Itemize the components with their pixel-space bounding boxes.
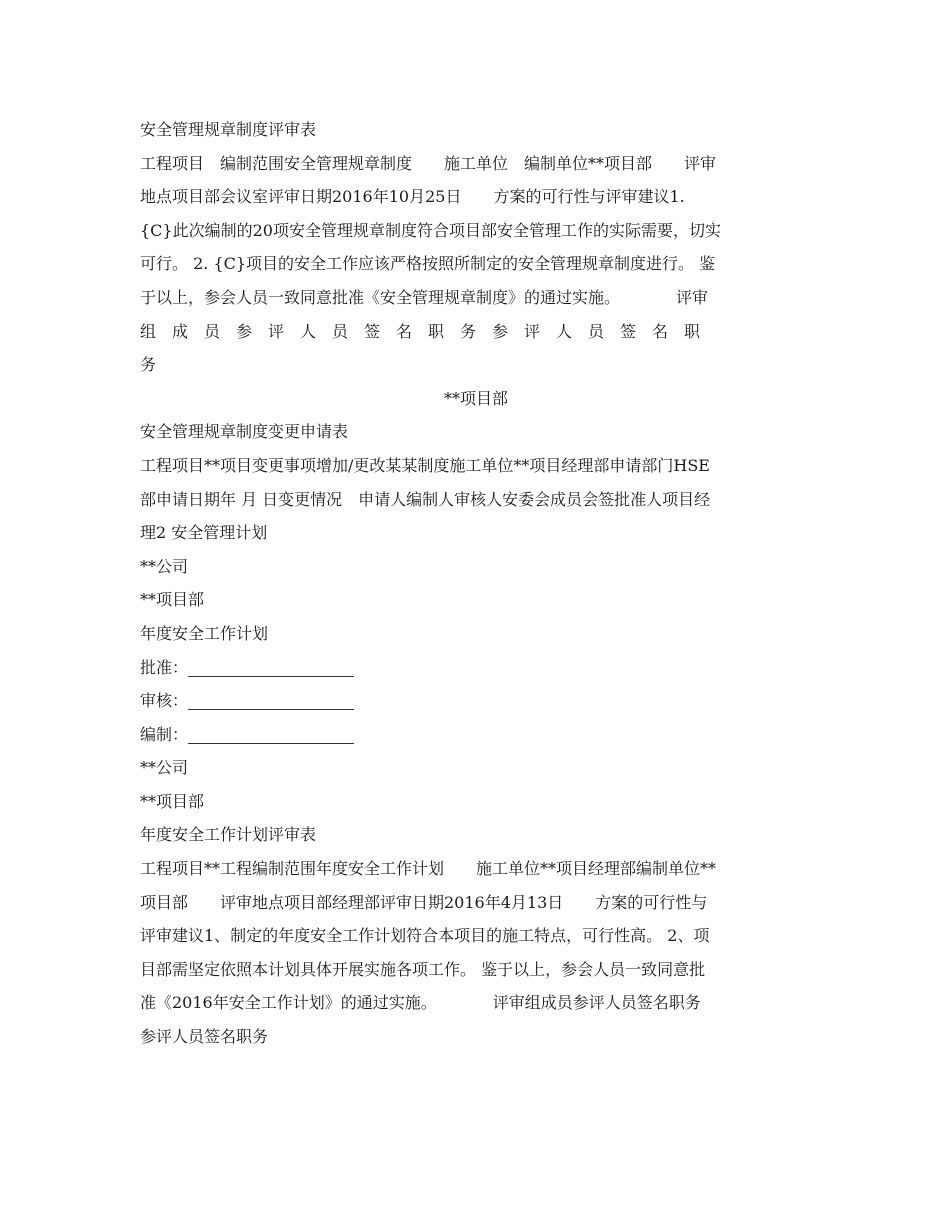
review-field bbox=[140, 684, 812, 718]
document-page bbox=[140, 113, 812, 1054]
text-line: 评审建议1、制定的年度安全工作计划符合本项目的施工特点，可行性高。 2、项 bbox=[140, 926, 710, 946]
text-line: 务 bbox=[140, 355, 157, 375]
text-line: 项目部 评审地点项目部经理部评审日期2016年4月13日 方案的可行性与 bbox=[140, 892, 708, 912]
compile-label: 编制： bbox=[140, 724, 189, 744]
compile-field bbox=[140, 718, 812, 752]
approve-field bbox=[140, 651, 812, 685]
approve-label: 批准： bbox=[140, 657, 189, 677]
project-dept-heading: **项目部 bbox=[443, 388, 508, 408]
text-line: 工程项目**项目变更事项增加/更改某某制度施工单位**项目经理部申请部门HSE bbox=[140, 455, 710, 475]
company-name: **公司 bbox=[140, 758, 189, 778]
form-title-change-request: 安全管理规章制度变更申请表 bbox=[140, 422, 349, 442]
project-dept-name: **项目部 bbox=[140, 590, 205, 610]
text-line: 可行。 2. {C}项目的安全工作应该严格按照所制定的安全管理规章制度进行。 鉴 bbox=[140, 254, 716, 274]
form-title-review: 安全管理规章制度评审表 bbox=[140, 120, 317, 139]
project-dept-name: **项目部 bbox=[140, 791, 205, 811]
text-line: 部申请日期年 月 日变更情况 申请人编制人审核人安委会成员会签批准人项目经 bbox=[140, 489, 711, 509]
review-label: 审核： bbox=[140, 691, 189, 711]
text-line: 工程项目 编制范围安全管理规章制度 施工单位 编制单位**项目部 评审 bbox=[140, 153, 717, 173]
plan-title: 年度安全工作计划 bbox=[140, 623, 269, 643]
review-signature-line bbox=[188, 691, 354, 710]
text-line: 于以上，参会人员一致同意批准《安全管理规章制度》的通过实施。 评审 bbox=[140, 287, 709, 307]
compile-signature-line bbox=[188, 725, 354, 744]
text-line: 参评人员签名职务 bbox=[140, 1027, 269, 1047]
text-line: 准《2016年安全工作计划》的通过实施。 评审组成员参评人员签名职务 bbox=[140, 993, 701, 1013]
section-heading: 理2 安全管理计划 bbox=[140, 523, 268, 543]
text-line: 地点项目部会议室评审日期2016年10月25日 方案的可行性与评审建议1. bbox=[140, 187, 685, 207]
approve-signature-line bbox=[188, 658, 354, 677]
text-line: {C}此次编制的20项安全管理规章制度符合项目部安全管理工作的实际需要，切实 bbox=[140, 220, 721, 240]
text-line: 工程项目**工程编制范围年度安全工作计划 施工单位**项目经理部编制单位** bbox=[140, 859, 717, 879]
form-title-plan-review: 年度安全工作计划评审表 bbox=[140, 825, 317, 845]
text-line: 目部需坚定依照本计划具体开展实施各项工作。 鉴于以上，参会人员一致同意批 bbox=[140, 959, 706, 979]
company-name: **公司 bbox=[140, 556, 189, 576]
text-line: 组 成 员 参 评 人 员 签 名 职 务 参 评 人 员 签 名 职 bbox=[140, 321, 701, 341]
